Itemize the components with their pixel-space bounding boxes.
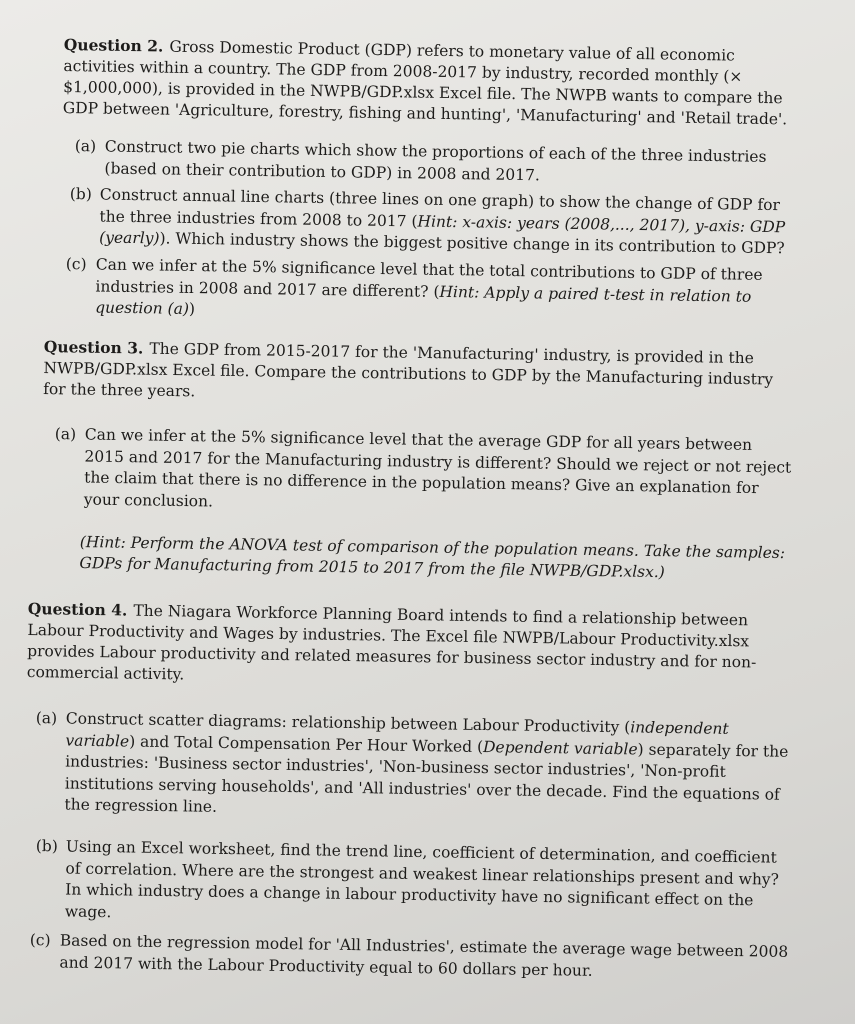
question-4c-text: Based on the regression model for 'All Industries', estimate the average wage between 2008 and 2017 with the Labour Productivity equal to 60 dollars per hour. bbox=[59, 931, 789, 980]
question-2-heading: Question 2. bbox=[63, 34, 164, 56]
question-2a-text: Construct two pie charts which show the proportions of each of the three industries (based on their contribution to GDP) in 2008 and 2017. bbox=[104, 137, 767, 184]
question-4 bbox=[27, 598, 794, 695]
question-2b-hint: Hint: x-axis: years (2008,..., 2017), y-axis: GDP (yearly) bbox=[99, 211, 786, 248]
question-2c-text: Can we infer at the 5% significance level that the total contributions to GDP of three industries in 2008 and 2017 are different? ( bbox=[95, 255, 763, 301]
question-3-heading: Question 3. bbox=[43, 336, 144, 358]
question-4b bbox=[35, 836, 794, 934]
question-2c-hint: Hint: Apply a paired t-test in relation to question (a) bbox=[95, 282, 752, 318]
question-2b-text: Construct annual line charts (three lines on one graph) to show the change of GDP for the three industries from 2008 to 2017 ( bbox=[99, 185, 781, 230]
question-4a: (a) Construct scatter diagrams: relationship between Labour Productivity (independent variable) and Total Compensation Per Hour Worked (Dependent variable) separately for the industries: 'Business sector industries', 'Non-business sector industries', 'Non-profit institutions serving households', and 'All industries' over the decade. Find the equations of the regression line. bbox=[35, 708, 789, 816]
question-4c-label: (c) bbox=[29, 930, 51, 950]
question-3a bbox=[54, 424, 795, 522]
question-4a-text: Construct scatter diagrams: relationship between Labour Productivity ( bbox=[65, 709, 631, 737]
question-2a bbox=[74, 136, 793, 190]
question-2c-label: (c) bbox=[65, 254, 87, 274]
question-3-hint: (Hint: Perform the ANOVA test of comparison of the population means. Take the samples: GDPs for Manufacturing from 2015 to 2017 from the file NWPB/GDP.xlsx.) bbox=[79, 532, 786, 582]
question-4-heading: Question 4. bbox=[27, 598, 128, 620]
question-3 bbox=[43, 336, 796, 412]
question-3-intro: Question 3. The GDP from 2015-2017 for the 'Manufacturing' industry, is provided in the NWPB/GDP.xlsx Excel file. Compare the contributions to GDP by the Manufacturing industry for the three years. bbox=[43, 336, 774, 401]
question-2 bbox=[63, 34, 794, 130]
question-4a-label: (a) bbox=[35, 708, 58, 728]
question-4c bbox=[29, 930, 792, 985]
question-4a-independent: independent variable bbox=[65, 718, 729, 750]
question-2b-text-end: ). Which industry shows the biggest positive change in its contribution to GDP? bbox=[159, 229, 785, 258]
question-4b-text: Using an Excel worksheet, find the trend line, coefficient of determination, and coefficient of correlation. Where are the strongest and weakest linear relationships present and why? In which industry does a change in labour productivity have no significant effect on the wage. bbox=[64, 837, 780, 921]
question-2c: (c) Can we infer at the 5% significance level that the total contributions to GDP of three industries in 2008 and 2017 are different? (Hint: Apply a paired t-test in relation to question (a)) bbox=[65, 254, 763, 319]
question-2a-label: (a) bbox=[74, 136, 97, 156]
question-4b-label: (b) bbox=[35, 836, 59, 856]
question-3a-text: Can we infer at the 5% significance level that the average GDP for all years between 2015 and 2017 for the Manufacturing industry is different? Should we reject or not reject the claim that there is no difference in the population means? Give an explanation for your conclusion. bbox=[83, 425, 792, 510]
question-2-intro: Question 2. Gross Domestic Product (GDP) refers to monetary value of all economic activities within a country. The GDP from 2008-2017 by industry, recorded monthly (× $1,000,000), is provided in the NWPB/GDP.xlsx Excel file. The NWPB wants to compare the GDP between 'Agriculture, forestry, fishing and hunting', 'Manufacturing' and 'Retail trade'. bbox=[62, 34, 788, 129]
question-3a-label: (a) bbox=[54, 424, 77, 444]
question-2b-label: (b) bbox=[69, 184, 93, 204]
question-4a-dependent: Dependent variable bbox=[482, 737, 638, 758]
question-4-intro: Question 4. The Niagara Workforce Planning Board intends to find a relationship between Labour Productivity and Wages by industries. The Excel file NWPB/Labour Productivity.xlsx provides Labour productivity and related measures for business sector industry and for non-commercial activity. bbox=[26, 598, 757, 684]
question-2b bbox=[69, 184, 794, 260]
